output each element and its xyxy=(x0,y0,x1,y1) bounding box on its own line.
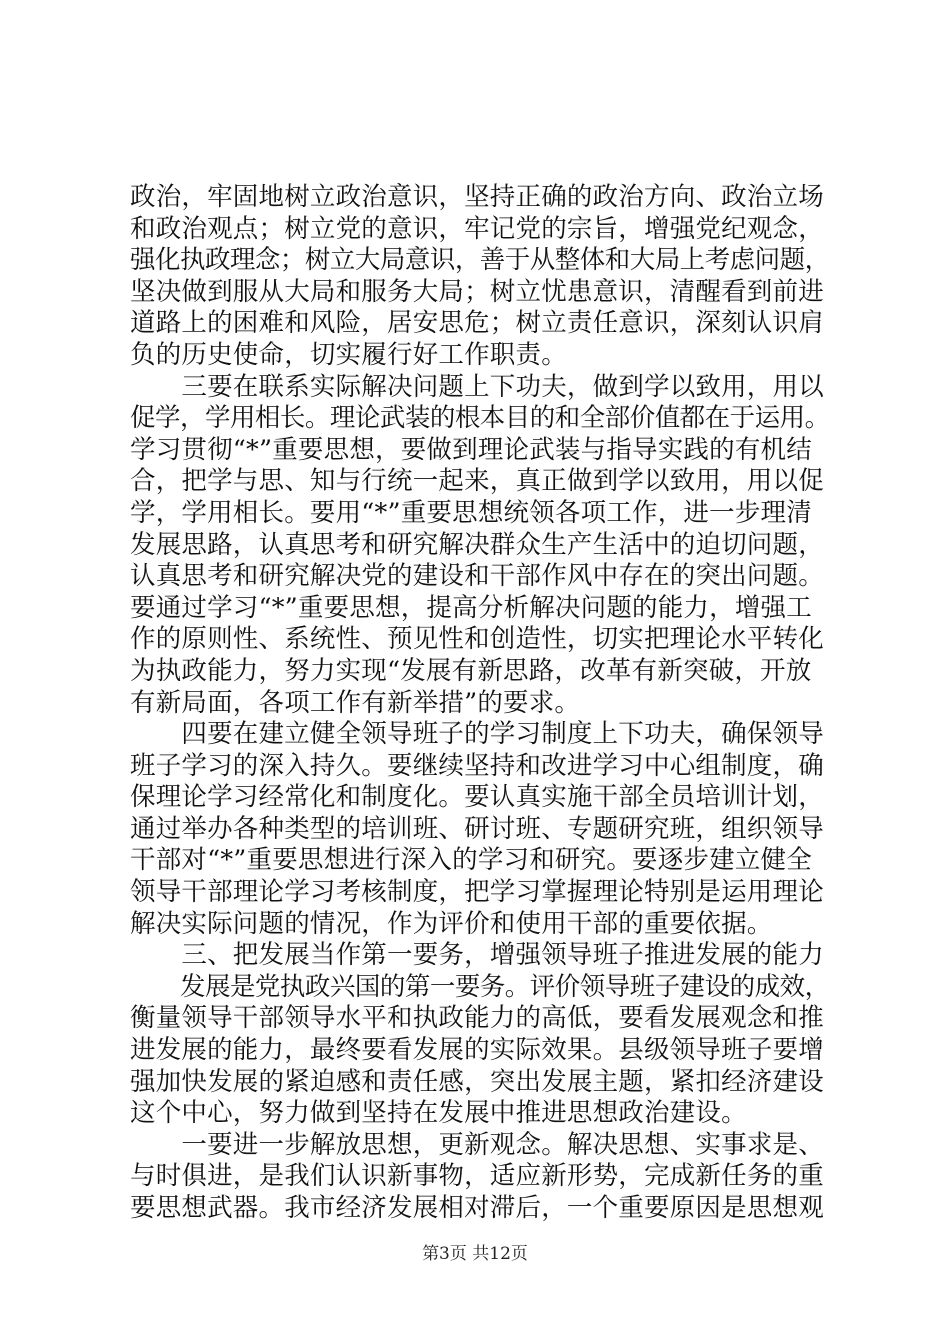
text-line: 道路上的困难和风险，居安思危；树立责任意识，深刻认识肩 xyxy=(130,308,824,339)
text-line: 负的历史使命，切实履行好工作职责。 xyxy=(130,339,567,370)
text-line: 三要在联系实际解决问题上下功夫，做到学以致用，用以 xyxy=(130,371,824,402)
text-line: 发展思路，认真思考和研究解决群众生产生活中的迫切问题， xyxy=(130,529,824,560)
text-line: 发展是党执政兴国的第一要务。评价领导班子建设的成效， xyxy=(130,971,830,1002)
text-line: 四要在建立健全领导班子的学习制度上下功夫，确保领导 xyxy=(130,719,824,750)
text-line: 政治，牢固地树立政治意识，坚持正确的政治方向、政治立场 xyxy=(130,182,824,212)
text-line: 合，把学与思、知与行统一起来，真正做到学以致用，用以促 xyxy=(130,466,824,497)
text-line: 解决实际问题的情况，作为评价和使用干部的重要依据。 xyxy=(130,908,773,939)
text-line: 要通过学习“*”重要思想，提高分析解决问题的能力，增强工 xyxy=(130,592,812,623)
page-footer xyxy=(0,1243,950,1265)
text-line: 进发展的能力，最终要看发展的实际效果。县级领导班子要增 xyxy=(130,1035,824,1066)
text-line: 要思想武器。我市经济发展相对滞后，一个重要原因是思想观 xyxy=(130,1193,824,1223)
text-line: 强化执政理念；树立大局意识，善于从整体和大局上考虑问题， xyxy=(130,245,830,276)
text-line: 认真思考和研究解决党的建设和干部作风中存在的突出问题。 xyxy=(130,561,824,592)
text-line: 学，学用相长。要用“*”重要思想统领各项工作，进一步理清 xyxy=(130,497,812,528)
text-line: 三、把发展当作第一要务，增强领导班子推进发展的能力 xyxy=(130,940,824,971)
page-number-label: 第3页 共12页 xyxy=(422,1244,528,1264)
text-line: 和政治观点；树立党的意识，牢记党的宗旨，增强党纪观念， xyxy=(130,213,824,244)
text-line: 衡量领导干部领导水平和执政能力的高低，要看发展观念和推 xyxy=(130,1003,824,1034)
text-line: 强加快发展的紧迫感和责任感，突出发展主题，紧扣经济建设 xyxy=(130,1066,824,1097)
text-line: 为执政能力，努力实现“发展有新思路，改革有新突破，开放 xyxy=(130,655,812,686)
text-line: 班子学习的深入持久。要继续坚持和改进学习中心组制度，确 xyxy=(130,750,824,781)
text-line: 坚决做到服从大局和服务大局；树立忧患意识，清醒看到前进 xyxy=(130,276,824,307)
text-line: 有新局面，各项工作有新举措”的要求。 xyxy=(130,687,581,718)
text-line: 干部对“*”重要思想进行深入的学习和研究。要逐步建立健全 xyxy=(130,845,812,876)
document-body xyxy=(130,182,830,1225)
text-line: 通过举办各种类型的培训班、研讨班、专题研究班，组织领导 xyxy=(130,813,824,844)
text-line: 领导干部理论学习考核制度，把学习掌握理论特别是运用理论 xyxy=(130,877,824,908)
text-line: 学习贯彻“*”重要思想，要做到理论武装与指导实践的有机结 xyxy=(130,434,812,465)
text-line: 一要进一步解放思想，更新观念。解决思想、实事求是、 xyxy=(130,1129,824,1160)
text-line: 保理论学习经常化和制度化。要认真实施干部全员培训计划， xyxy=(130,782,824,813)
text-line: 这个中心，努力做到坚持在发展中推进思想政治建设。 xyxy=(130,1098,747,1129)
text-line: 与时俱进，是我们认识新事物，适应新形势，完成新任务的重 xyxy=(130,1161,824,1192)
text-line: 作的原则性、系统性、预见性和创造性，切实把理论水平转化 xyxy=(130,624,824,655)
text-line: 促学，学用相长。理论武装的根本目的和全部价值都在于运用。 xyxy=(130,403,830,434)
